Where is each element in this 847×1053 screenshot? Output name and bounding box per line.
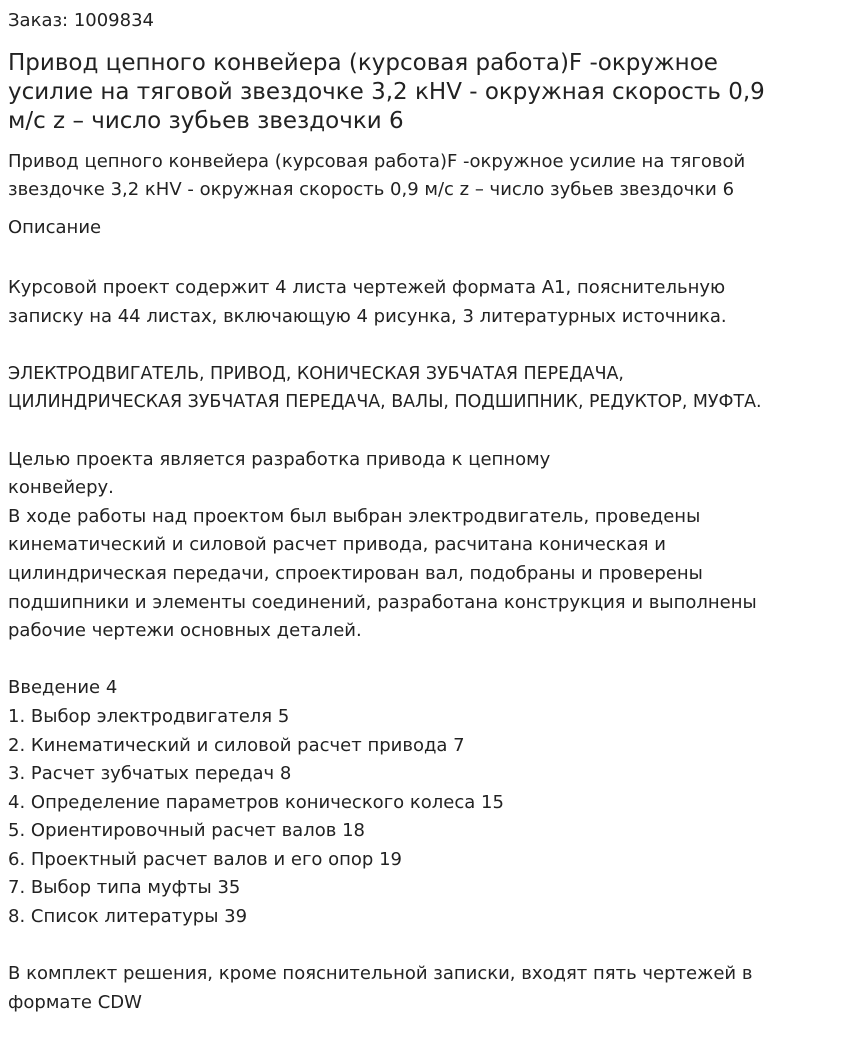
subtitle-line: звездочке 3,2 кНV - окружная скорость 0,9 м/с z – число зубьев звездочки 6 (8, 179, 735, 200)
paragraph-gap (8, 932, 839, 961)
paragraph-gap (8, 417, 839, 446)
keywords-line: ЭЛЕКТРОДВИГАТЕЛЬ, ПРИВОД, КОНИЧЕСКАЯ ЗУБЧАТАЯ ПЕРЕДАЧА, (8, 363, 624, 384)
goal-line: цилиндрическая передачи, спроектирован вал, подобраны и проверены (8, 562, 703, 584)
title-line: Привод цепного конвейера (курсовая работа)F -окружное (8, 50, 718, 76)
keywords-line: ЦИЛИНДРИЧЕСКАЯ ЗУБЧАТАЯ ПЕРЕДАЧА, ВАЛЫ, ПОДШИПНИК, РЕДУКТОР, МУФТА. (8, 392, 762, 413)
subtitle-line: Привод цепного конвейера (курсовая работа)F -окружное усилие на тяговой (8, 151, 746, 172)
intro-line: записку на 44 листах, включающую 4 рисунка, 3 литературных источника. (8, 305, 727, 327)
closing-line: В комплект решения, кроме пояснительной записки, входят пять чертежей в (8, 963, 753, 985)
goal-line: кинематический и силовой расчет привода, расчитана коническая и (8, 534, 666, 556)
toc-item: 8. Список литературы 39 (8, 906, 248, 928)
paragraph-gap (8, 331, 839, 360)
toc-item: 6. Проектный расчет валов и его опор 19 (8, 848, 402, 870)
goal-line: рабочие чертежи основных деталей. (8, 620, 362, 642)
paragraph-gap (8, 646, 839, 675)
goal-line: конвейеру. (8, 477, 114, 499)
page-title (8, 49, 839, 136)
toc-item: 1. Выбор электродвигателя 5 (8, 705, 290, 727)
toc-item: 4. Определение параметров конического колеса 15 (8, 791, 504, 813)
toc-item: 5. Ориентировочный расчет валов 18 (8, 820, 365, 842)
toc-item: 3. Расчет зубчатых передач 8 (8, 763, 292, 785)
page-subtitle (8, 148, 839, 204)
toc-item: 7. Выбор типа муфты 35 (8, 877, 241, 899)
goal-line: В ходе работы над проектом был выбран электродвигатель, проведены (8, 505, 701, 527)
toc-item: 2. Кинематический и силовой расчет привода 7 (8, 734, 465, 756)
goal-line: подшипники и элементы соединений, разработана конструкция и выполнены (8, 591, 757, 613)
order-number: Заказ: 1009834 (8, 10, 154, 31)
toc-item: Введение 4 (8, 677, 118, 699)
title-line: м/с z – число зубьев звездочки 6 (8, 108, 404, 134)
description-heading: Описание (8, 217, 102, 238)
goal-line: Целью проекта является разработка привода к цепному (8, 448, 551, 470)
closing-line: формате CDW (8, 991, 142, 1013)
description-body (8, 274, 839, 1017)
title-line: усилие на тяговой звездочке 3,2 кНV - окружная скорость 0,9 (8, 79, 765, 105)
intro-line: Курсовой проект содержит 4 листа чертежей формата А1, пояснительную (8, 277, 726, 298)
